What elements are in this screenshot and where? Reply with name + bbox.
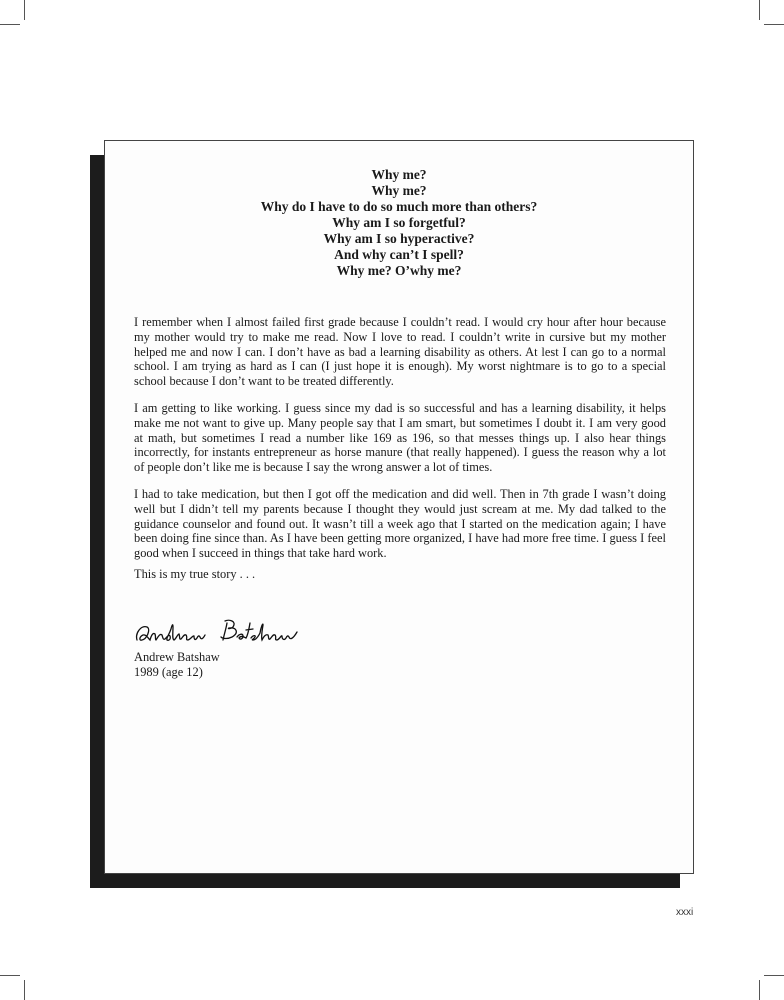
poem-line: Why am I so hyperactive? (323, 231, 475, 246)
crop-mark (764, 975, 784, 976)
closing-line: This is my true story . . . (134, 567, 256, 581)
poem-line: Why me? (371, 167, 427, 182)
poem-line: Why am I so forgetful? (332, 215, 466, 230)
crop-mark (759, 0, 760, 20)
poem-line: Why me? O’why me? (336, 263, 462, 278)
author-name: Andrew Batshaw (134, 650, 220, 664)
paragraph: I had to take medication, but then I got off the medication and did well. Then in 7th grade I wasn’t doing well but I didn’t tell my parents because I thought they would just scream at me. My dad talked to the guidance counselor and found out. It wasn’t till a week ago that I started on the medication again; I have been doing fine since than. As I have been getting more organized, I have had more free time. I guess I feel good when I succeed in things that take hard work. (134, 487, 666, 561)
paragraph: I remember when I almost failed first grade because I couldn’t read. I would cry hour after hour because my mother would try to make me read. Now I love to read. I couldn’t write in cursive but my mother helped me and now I can. I don’t have as bad a learning disability as others. At lest I can go to a normal school. I am trying as hard as I can (I just hope it is enough). My worst nightmare is to go to a special school because I don’t want to be treated differently. (134, 315, 666, 389)
crop-mark (24, 0, 25, 20)
poem-line: And why can’t I spell? (334, 247, 464, 262)
poem-line: Why do I have to do so much more than others? (260, 199, 538, 214)
crop-mark (0, 24, 20, 25)
crop-mark (759, 980, 760, 1000)
crop-mark (0, 975, 20, 976)
poem-line: Why me? (371, 183, 427, 198)
crop-mark (764, 24, 784, 25)
poem (105, 167, 693, 279)
paragraph: I am getting to like working. I guess since my dad is so successful and has a learning disability, it helps make me not want to give up. Many people say that I am smart, but sometimes I doubt it. I am very good at math, but sometimes I read a number like 169 as 196, so that messes things up. I also hear things incorrectly, for instants entrepreneur as horse manure (that really happened). I guess the reason why a lot of people don’t like me is because I say the wrong answer a lot of times. (134, 401, 666, 475)
page-number: xxxi (676, 907, 694, 918)
crop-mark (24, 980, 25, 1000)
handwritten-signature (133, 613, 313, 649)
author-date: 1989 (age 12) (134, 665, 203, 679)
letter-card (104, 140, 694, 874)
